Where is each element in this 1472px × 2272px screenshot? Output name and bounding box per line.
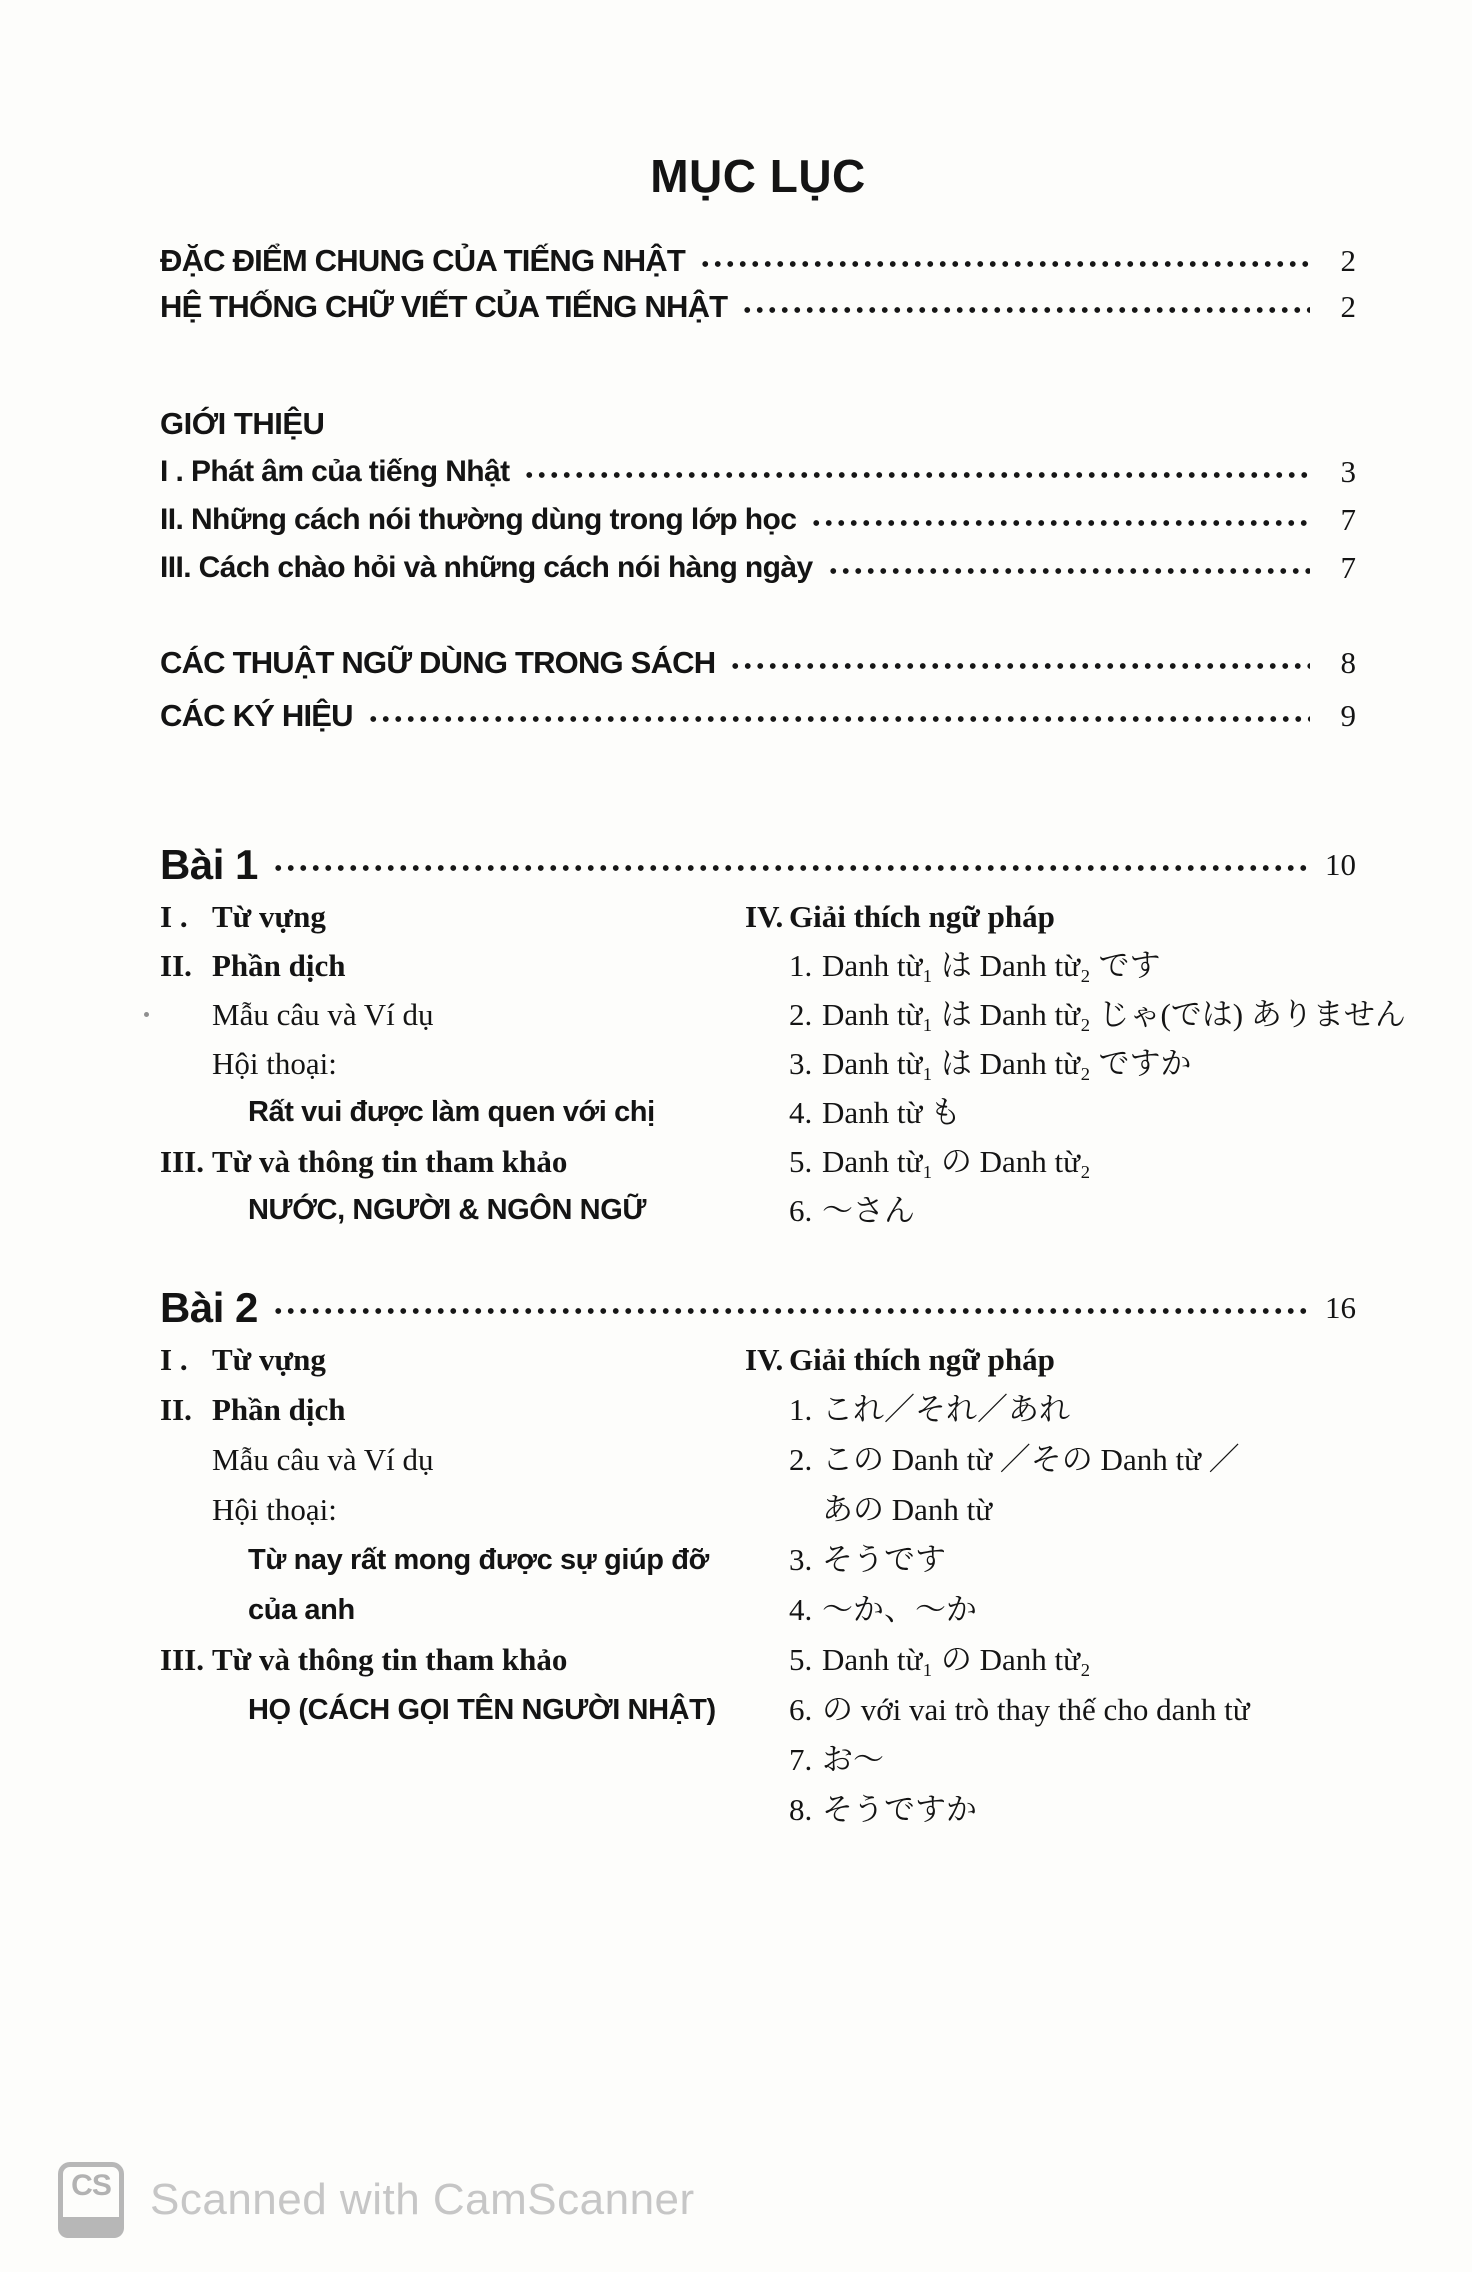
item-numeral: 5.: [789, 1642, 813, 1677]
item-text: Danh từ₁ は Danh từ₂ です: [822, 948, 1161, 983]
item-numeral: III.: [160, 1642, 204, 1677]
toc-line: [745, 1635, 1356, 1685]
item-numeral: 6.: [789, 1193, 813, 1228]
page-number: 3: [1340, 454, 1356, 489]
item-text: Phần dịch: [212, 1392, 346, 1427]
toc-line: [160, 1335, 745, 1385]
toc-line: [160, 1186, 745, 1235]
toc-line: [160, 1088, 745, 1137]
toc-line: [160, 1535, 745, 1585]
item-text: そうです: [822, 1542, 946, 1577]
toc-line: [745, 1485, 1356, 1535]
item-numeral: 5.: [789, 1144, 813, 1179]
dotted-leader: [272, 864, 1310, 872]
toc-entry-label: ĐẶC ĐIỂM CHUNG CỦA TIẾNG NHẬT: [160, 243, 686, 278]
toc-line: [745, 1785, 1356, 1835]
toc-line: [745, 1685, 1356, 1735]
toc-line: [745, 892, 1406, 941]
item-text: Từ vựng: [212, 899, 326, 934]
item-numeral: I .: [160, 899, 188, 934]
toc-top-entries: [160, 238, 1356, 330]
item-numeral: 3.: [789, 1046, 813, 1081]
item-numeral: IV.: [745, 1342, 784, 1377]
item-text: Danh từ₁ の Danh từ₂: [822, 1144, 1091, 1179]
item-text: HỌ (CÁCH GỌI TÊN NGƯỜI NHẬT): [248, 1694, 716, 1726]
page-number: 9: [1340, 697, 1356, 733]
lesson-title: Bài 1: [160, 841, 258, 888]
dotted-leader: [699, 260, 1310, 268]
toc-line: [160, 1485, 745, 1535]
dotted-leader: [827, 567, 1310, 575]
item-numeral: I .: [160, 1342, 188, 1377]
item-text: お～: [822, 1742, 884, 1777]
item-numeral: 8.: [789, 1792, 813, 1827]
toc-terms-entries: [160, 636, 1356, 742]
page-number: 2: [1340, 289, 1356, 324]
toc-line: [745, 1585, 1356, 1635]
toc-line: [745, 1088, 1406, 1137]
toc-entry: [160, 496, 1356, 544]
toc-line: [745, 1435, 1356, 1485]
item-text: Từ nay rất mong được sự giúp đỡ: [248, 1544, 709, 1576]
item-numeral: 3.: [789, 1542, 813, 1577]
item-text: NƯỚC, NGƯỜI & NGÔN NGỮ: [248, 1194, 647, 1226]
item-text: この Danh từ ／その Danh từ ／: [822, 1442, 1240, 1477]
item-text: Danh từ₁ は Danh từ₂ ですか: [822, 1046, 1192, 1081]
dotted-leader: [367, 715, 1310, 723]
lesson-left-column: [160, 1335, 745, 1835]
toc-entry-label: CÁC THUẬT NGỮ DÙNG TRONG SÁCH: [160, 644, 716, 680]
toc-line: [160, 1137, 745, 1186]
item-text: の với vai trò thay thế cho danh từ: [822, 1692, 1250, 1727]
toc-line: [160, 892, 745, 941]
item-numeral: IV.: [745, 899, 784, 934]
toc-line: [745, 941, 1406, 990]
item-numeral: II.: [160, 948, 192, 983]
toc-entry-label: II. Những cách nói thường dùng trong lớp học: [160, 503, 797, 536]
page-title: MỤC LỤC: [650, 150, 866, 202]
toc-content: [160, 0, 1406, 1835]
toc-line: [160, 1635, 745, 1685]
lesson-bai-1: [160, 838, 1406, 1235]
toc-line: [745, 1335, 1356, 1385]
camscanner-label: Scanned with CamScanner: [150, 2175, 695, 2224]
dotted-leader: [523, 471, 1310, 479]
page-number: 8: [1340, 644, 1356, 680]
item-text: これ／それ／あれ: [822, 1392, 1070, 1427]
item-numeral: II.: [160, 1392, 192, 1427]
toc-line: [745, 1535, 1356, 1585]
item-text: Từ và thông tin tham khảo: [212, 1144, 568, 1179]
dotted-leader: [729, 662, 1310, 670]
lesson-columns: [160, 1335, 1356, 1835]
toc-entry-label: HỆ THỐNG CHỮ VIẾT CỦA TIẾNG NHẬT: [160, 289, 728, 324]
toc-entry: [160, 636, 1356, 689]
item-text: Phần dịch: [212, 948, 346, 983]
item-text: Mẫu câu và Ví dụ: [212, 1442, 434, 1477]
item-text: Giải thích ngữ pháp: [789, 1342, 1055, 1377]
lesson-right-column: [745, 1335, 1356, 1835]
lesson-header: [160, 838, 1356, 892]
item-text: Mẫu câu và Ví dụ: [212, 997, 434, 1032]
toc-line: [745, 1137, 1406, 1186]
page-number: 16: [1325, 1290, 1356, 1325]
item-text: Rất vui được làm quen với chị: [248, 1096, 655, 1128]
section-heading-gioi-thieu: GIỚI THIỆU: [160, 406, 325, 441]
toc-entry-label: CÁC KÝ HIỆU: [160, 697, 353, 733]
lesson-columns: [160, 892, 1406, 1235]
toc-line: [160, 1039, 745, 1088]
item-text: Từ và thông tin tham khảo: [212, 1642, 568, 1677]
camscanner-watermark: [58, 2162, 695, 2238]
item-text: Danh từ₁ は Danh từ₂ じゃ(では) ありません: [822, 997, 1406, 1032]
toc-line: [160, 941, 745, 990]
item-text: Danh từ も: [822, 1095, 962, 1130]
toc-line: [160, 1585, 745, 1635]
toc-entry: [160, 284, 1356, 330]
item-text: ～さん: [822, 1193, 915, 1228]
item-numeral: 1.: [789, 1392, 813, 1427]
item-text: của anh: [248, 1594, 355, 1626]
lesson-left-column: [160, 892, 745, 1235]
item-text: Từ vựng: [212, 1342, 326, 1377]
item-numeral: 4.: [789, 1095, 813, 1130]
item-numeral: 1.: [789, 948, 813, 983]
toc-entry-label: I . Phát âm của tiếng Nhật: [160, 455, 510, 488]
dotted-leader: [272, 1307, 1310, 1315]
page-number: 2: [1340, 243, 1356, 278]
camscanner-icon: [58, 2162, 124, 2238]
item-text: ～か、～か: [822, 1592, 977, 1627]
toc-line: [160, 1685, 745, 1735]
page-number: 7: [1340, 502, 1356, 537]
toc-entry: [160, 448, 1356, 496]
toc-line: [160, 1435, 745, 1485]
toc-entry: [160, 689, 1356, 742]
item-numeral: 7.: [789, 1742, 813, 1777]
page-number: 10: [1325, 847, 1356, 882]
lesson-right-column: [745, 892, 1406, 1235]
toc-intro-entries: [160, 448, 1356, 592]
item-text: Danh từ₁ の Danh từ₂: [822, 1642, 1091, 1677]
toc-line: [160, 990, 745, 1039]
lesson-title: Bài 2: [160, 1284, 258, 1331]
toc-entry: [160, 238, 1356, 284]
toc-line: [745, 1385, 1356, 1435]
toc-line: [745, 990, 1406, 1039]
scan-artifact-dot: [144, 1012, 149, 1017]
item-text: Giải thích ngữ pháp: [789, 899, 1055, 934]
lesson-bai-2: [160, 1281, 1356, 1835]
toc-entry-label: III. Cách chào hỏi và những cách nói hàng ngày: [160, 551, 813, 584]
lesson-header: [160, 1281, 1356, 1335]
toc-line: [745, 1735, 1356, 1785]
camscanner-icon-bar: [58, 2217, 124, 2238]
item-numeral: 6.: [789, 1692, 813, 1727]
item-text: あの Danh từ: [822, 1492, 993, 1527]
item-numeral: 2.: [789, 997, 813, 1032]
item-numeral: III.: [160, 1144, 204, 1179]
toc-line: [745, 1039, 1406, 1088]
toc-entry: [160, 544, 1356, 592]
camscanner-icon-letters: CS: [71, 2169, 111, 2202]
item-numeral: 2.: [789, 1442, 813, 1477]
page-number: 7: [1340, 550, 1356, 585]
item-text: そうですか: [822, 1792, 977, 1827]
dotted-leader: [741, 306, 1310, 314]
item-text: Hội thoại:: [212, 1492, 337, 1527]
item-numeral: 4.: [789, 1592, 813, 1627]
dotted-leader: [810, 519, 1310, 527]
toc-line: [745, 1186, 1406, 1235]
item-text: Hội thoại:: [212, 1046, 337, 1081]
toc-line: [160, 1385, 745, 1435]
